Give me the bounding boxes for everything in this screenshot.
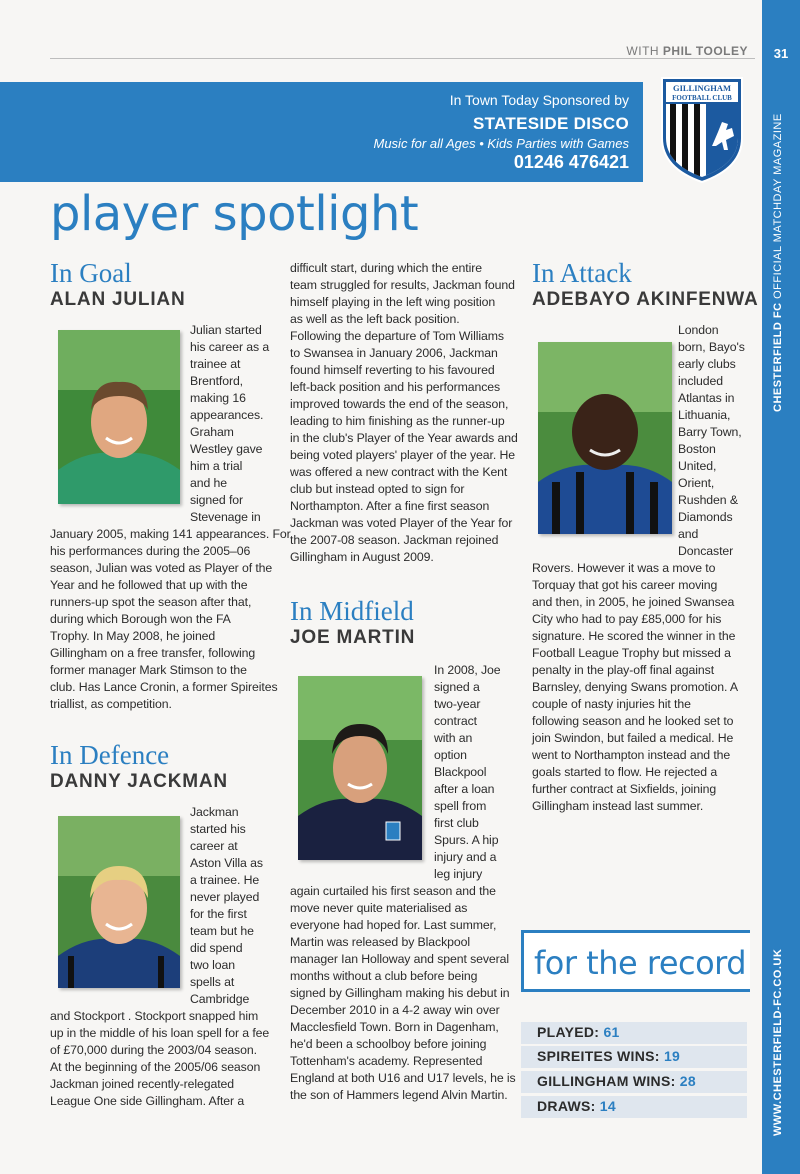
text-line: Rovers. However it was a move to	[532, 561, 716, 575]
text-line: London	[678, 323, 719, 337]
text-line: everyone had hoped for. Last summer,	[290, 918, 497, 932]
text-line: In 2008, Joe	[434, 663, 501, 677]
text-line: spell from	[434, 799, 487, 813]
text-line: Barnsley, denying Swans promotion. A	[532, 680, 739, 694]
text-line: a trainee. He	[190, 873, 260, 887]
text-line: Football League Trophy but missed a	[532, 646, 731, 660]
attack-body	[532, 322, 745, 815]
author-credit	[626, 44, 748, 58]
record-value: 61	[603, 1024, 620, 1040]
text-line: born, Bayo's	[678, 340, 745, 354]
text-line: the 2007-08 season. Jackman rejoined	[290, 533, 499, 547]
page-number: 31	[773, 46, 789, 61]
text-line: early clubs	[678, 357, 736, 371]
text-line: City who had to pay £85,000 for his	[532, 612, 722, 626]
text-line: during which Borough won the FA	[50, 612, 231, 626]
text-line: option	[434, 748, 467, 762]
text-line: he'd been a schoolboy before joining	[290, 1037, 487, 1051]
text-line: Barry Town,	[678, 425, 742, 439]
text-line: move never quite materialised as	[290, 901, 468, 915]
magazine-name-rest: OFFICIAL MATCHDAY MAGAZINE	[772, 113, 784, 303]
author-name: PHIL TOOLEY	[662, 44, 748, 58]
text-line: his career as a	[190, 340, 270, 354]
text-line: club but instead opted to sign for	[290, 482, 465, 496]
sponsor-intro: In Town Today Sponsored by	[449, 92, 629, 108]
text-line: appearances.	[190, 408, 264, 422]
sponsor-banner	[0, 82, 643, 182]
text-line: club. Has Lance Cronin, a former Spireites	[50, 680, 278, 694]
sponsor-phone: 01246 476421	[513, 152, 629, 172]
page-title: player spotlight	[50, 186, 419, 242]
text-line: Year and he followed that up with the	[50, 578, 248, 592]
text-line: making 16	[190, 391, 246, 405]
text-line: went to Northampton instead and the	[532, 748, 731, 762]
text-line: to Swansea in January 2006, Jackman	[290, 346, 498, 360]
text-line: Aston Villa as	[190, 856, 263, 870]
text-line: for the first	[190, 907, 247, 921]
text-line: Torquay that got his career moving	[532, 578, 718, 592]
text-line: Graham	[190, 425, 234, 439]
text-line: Macclesfield Town. Born in Dagenham,	[290, 1020, 499, 1034]
text-line: again curtailed his first season and the	[290, 884, 496, 898]
text-line: Lithuania,	[678, 408, 731, 422]
text-line: Diamonds	[678, 510, 733, 524]
text-line: Following the departure of Tom Williams	[290, 329, 504, 343]
record-label: PLAYED:	[537, 1024, 604, 1040]
text-line: his performances during the 2005–06	[50, 544, 251, 558]
text-line: goals started to flow. He rejected a	[532, 765, 718, 779]
text-line: former manager Mark Stimson to the	[50, 663, 247, 677]
attack-player-name: ADEBAYO AKINFENWA	[532, 289, 759, 310]
text-line: spells at	[190, 975, 235, 989]
attack-heading: In Attack	[532, 258, 632, 288]
text-line: and he	[190, 476, 228, 490]
record-row-gillingham-wins	[521, 1071, 747, 1093]
text-line: as well as the left back position.	[290, 312, 460, 326]
text-line: League One side Gillingham. After a	[50, 1094, 245, 1108]
magazine-name-club: CHESTERFIELD FC	[772, 302, 784, 412]
text-line: Gillingham on a free transfer, following	[50, 646, 256, 660]
text-line: signed for	[190, 493, 244, 507]
text-line: Westley gave	[190, 442, 263, 456]
defence-body-continued	[290, 260, 518, 566]
text-line: him a trial	[190, 459, 243, 473]
text-line: Stevenage in	[190, 510, 261, 524]
midfield-heading: In Midfield	[290, 596, 414, 626]
record-row-spireites-wins	[521, 1046, 747, 1068]
text-line: up in the middle of his loan spell for a fee	[50, 1026, 270, 1040]
text-line: in the club's Player of the Year awards and	[290, 431, 518, 445]
record-label: DRAWS:	[537, 1098, 600, 1114]
text-line: Brentford,	[190, 374, 243, 388]
text-line: with an	[434, 731, 473, 745]
text-line: signed by Gillingham making his debut in	[290, 986, 510, 1000]
goal-heading: In Goal	[50, 258, 132, 288]
crest-text-1: GILLINGHAM	[672, 83, 732, 93]
with-label: WITH	[626, 44, 660, 58]
text-line: of £70,000 during the 2003/04 season.	[50, 1043, 257, 1057]
text-line: Jackman joined recently-relegated	[50, 1077, 234, 1091]
text-line: the son of Hammers legend Alvin Martin.	[290, 1088, 508, 1102]
text-line: himself playing in the left wing position	[290, 295, 496, 309]
text-line: did spend	[190, 941, 243, 955]
text-line: January 2005, making 141 appearances. For	[50, 527, 291, 541]
text-line: included	[678, 374, 724, 388]
defence-body	[50, 804, 269, 1110]
text-line: leading to him finishing as the runner-up	[290, 414, 505, 428]
text-line: signature. He scored the winner in the	[532, 629, 736, 643]
text-line: Doncaster	[678, 544, 734, 558]
text-line: Boston	[678, 442, 716, 456]
goal-body	[50, 322, 291, 713]
text-line: contract	[434, 714, 477, 728]
text-line: Orient,	[678, 476, 715, 490]
record-label: SPIREITES WINS:	[537, 1048, 664, 1064]
website-url: WWW.CHESTERFIELD-FC.CO.UK	[772, 948, 784, 1136]
record-label: GILLINGHAM WINS:	[537, 1073, 680, 1089]
text-line: penalty in the play-off final against	[532, 663, 715, 677]
text-line: leg injury	[434, 867, 483, 881]
text-line: manager Ian Holloway and spent several	[290, 952, 510, 966]
text-line: further contract at Sixfields, joining	[532, 782, 717, 796]
text-line: and then, in 2005, he joined Swansea	[532, 595, 735, 609]
text-line: team struggled for results, Jackman found	[290, 278, 515, 292]
text-line: trainee at	[190, 357, 241, 371]
text-line: couple of nasty injuries hit the	[532, 697, 691, 711]
text-line: following season and he looked set to	[532, 714, 734, 728]
text-line: Northampton. After a fine first season	[290, 499, 490, 513]
text-line: Atlantas in	[678, 391, 735, 405]
text-line: join Swindon, but failed a medical. He	[532, 731, 734, 745]
text-line: first club	[434, 816, 479, 830]
text-line: Gillingham instead last summer.	[532, 799, 704, 813]
gillingham-crest-logo	[660, 76, 744, 184]
sponsor-tagline: Music for all Ages • Kids Parties with Games	[373, 136, 629, 151]
record-value: 14	[599, 1098, 616, 1114]
text-line: Tottenham's academy. Represented	[290, 1054, 483, 1068]
text-line: England at both U16 and U17 levels, he is	[290, 1071, 516, 1085]
text-line: Martin was released by Blackpool	[290, 935, 470, 949]
goal-player-name: ALAN JULIAN	[50, 289, 186, 310]
text-line: runners-up spot the season after that,	[50, 595, 252, 609]
text-line: never played	[190, 890, 260, 904]
text-line: improved towards the end of the season,	[290, 397, 509, 411]
text-line: started his	[190, 822, 246, 836]
header-rule	[50, 58, 755, 59]
text-line: At the beginning of the 2005/06 season	[50, 1060, 261, 1074]
record-row-played	[521, 1022, 747, 1044]
text-line: Rushden &	[678, 493, 738, 507]
text-line: being voted players' player of the year. He	[290, 448, 515, 462]
text-line: after a loan	[434, 782, 495, 796]
text-line: signed a	[434, 680, 480, 694]
magazine-name	[772, 113, 784, 412]
text-line: December 2010 in a 4-2 away win over	[290, 1003, 500, 1017]
midfield-body	[290, 662, 516, 1104]
text-line: season, Julian was voted as Player of the	[50, 561, 273, 575]
text-line: and Stockport . Stockport snapped him	[50, 1009, 259, 1023]
crest-text-2: FOOTBALL CLUB	[672, 94, 732, 102]
text-line: Trophy. In May 2008, he joined	[50, 629, 216, 643]
text-line: two-year	[434, 697, 481, 711]
text-line: injury and a	[434, 850, 497, 864]
text-line: team but he	[190, 924, 254, 938]
text-line: two loan	[190, 958, 236, 972]
record-title: for the record	[534, 944, 747, 982]
text-line: United,	[678, 459, 717, 473]
text-line: was offered a new contract with the Kent	[290, 465, 508, 479]
text-line: left-back position and his performances	[290, 380, 501, 394]
record-row-draws	[521, 1096, 747, 1118]
text-line: months without a club before being	[290, 969, 478, 983]
text-line: and	[678, 527, 699, 541]
defence-heading: In Defence	[50, 740, 170, 770]
text-line: Spurs. A hip	[434, 833, 499, 847]
text-line: difficult start, during which the entire	[290, 261, 482, 275]
defence-player-name: DANNY JACKMAN	[50, 771, 228, 792]
text-line: Gillingham in August 2009.	[290, 550, 434, 564]
record-value: 28	[679, 1073, 696, 1089]
text-line: triallist, as competition.	[50, 697, 172, 711]
text-line: career at	[190, 839, 238, 853]
record-value: 19	[663, 1048, 681, 1064]
text-line: found himself reverting to his favoured	[290, 363, 495, 377]
text-line: Julian started	[190, 323, 262, 337]
text-line: Jackman was voted Player of the Year for	[290, 516, 513, 530]
text-line: Jackman	[190, 805, 239, 819]
sponsor-name: STATESIDE DISCO	[473, 114, 629, 133]
text-line: Cambridge	[190, 992, 250, 1006]
text-line: Blackpool	[434, 765, 487, 779]
midfield-player-name: JOE MARTIN	[290, 627, 416, 648]
